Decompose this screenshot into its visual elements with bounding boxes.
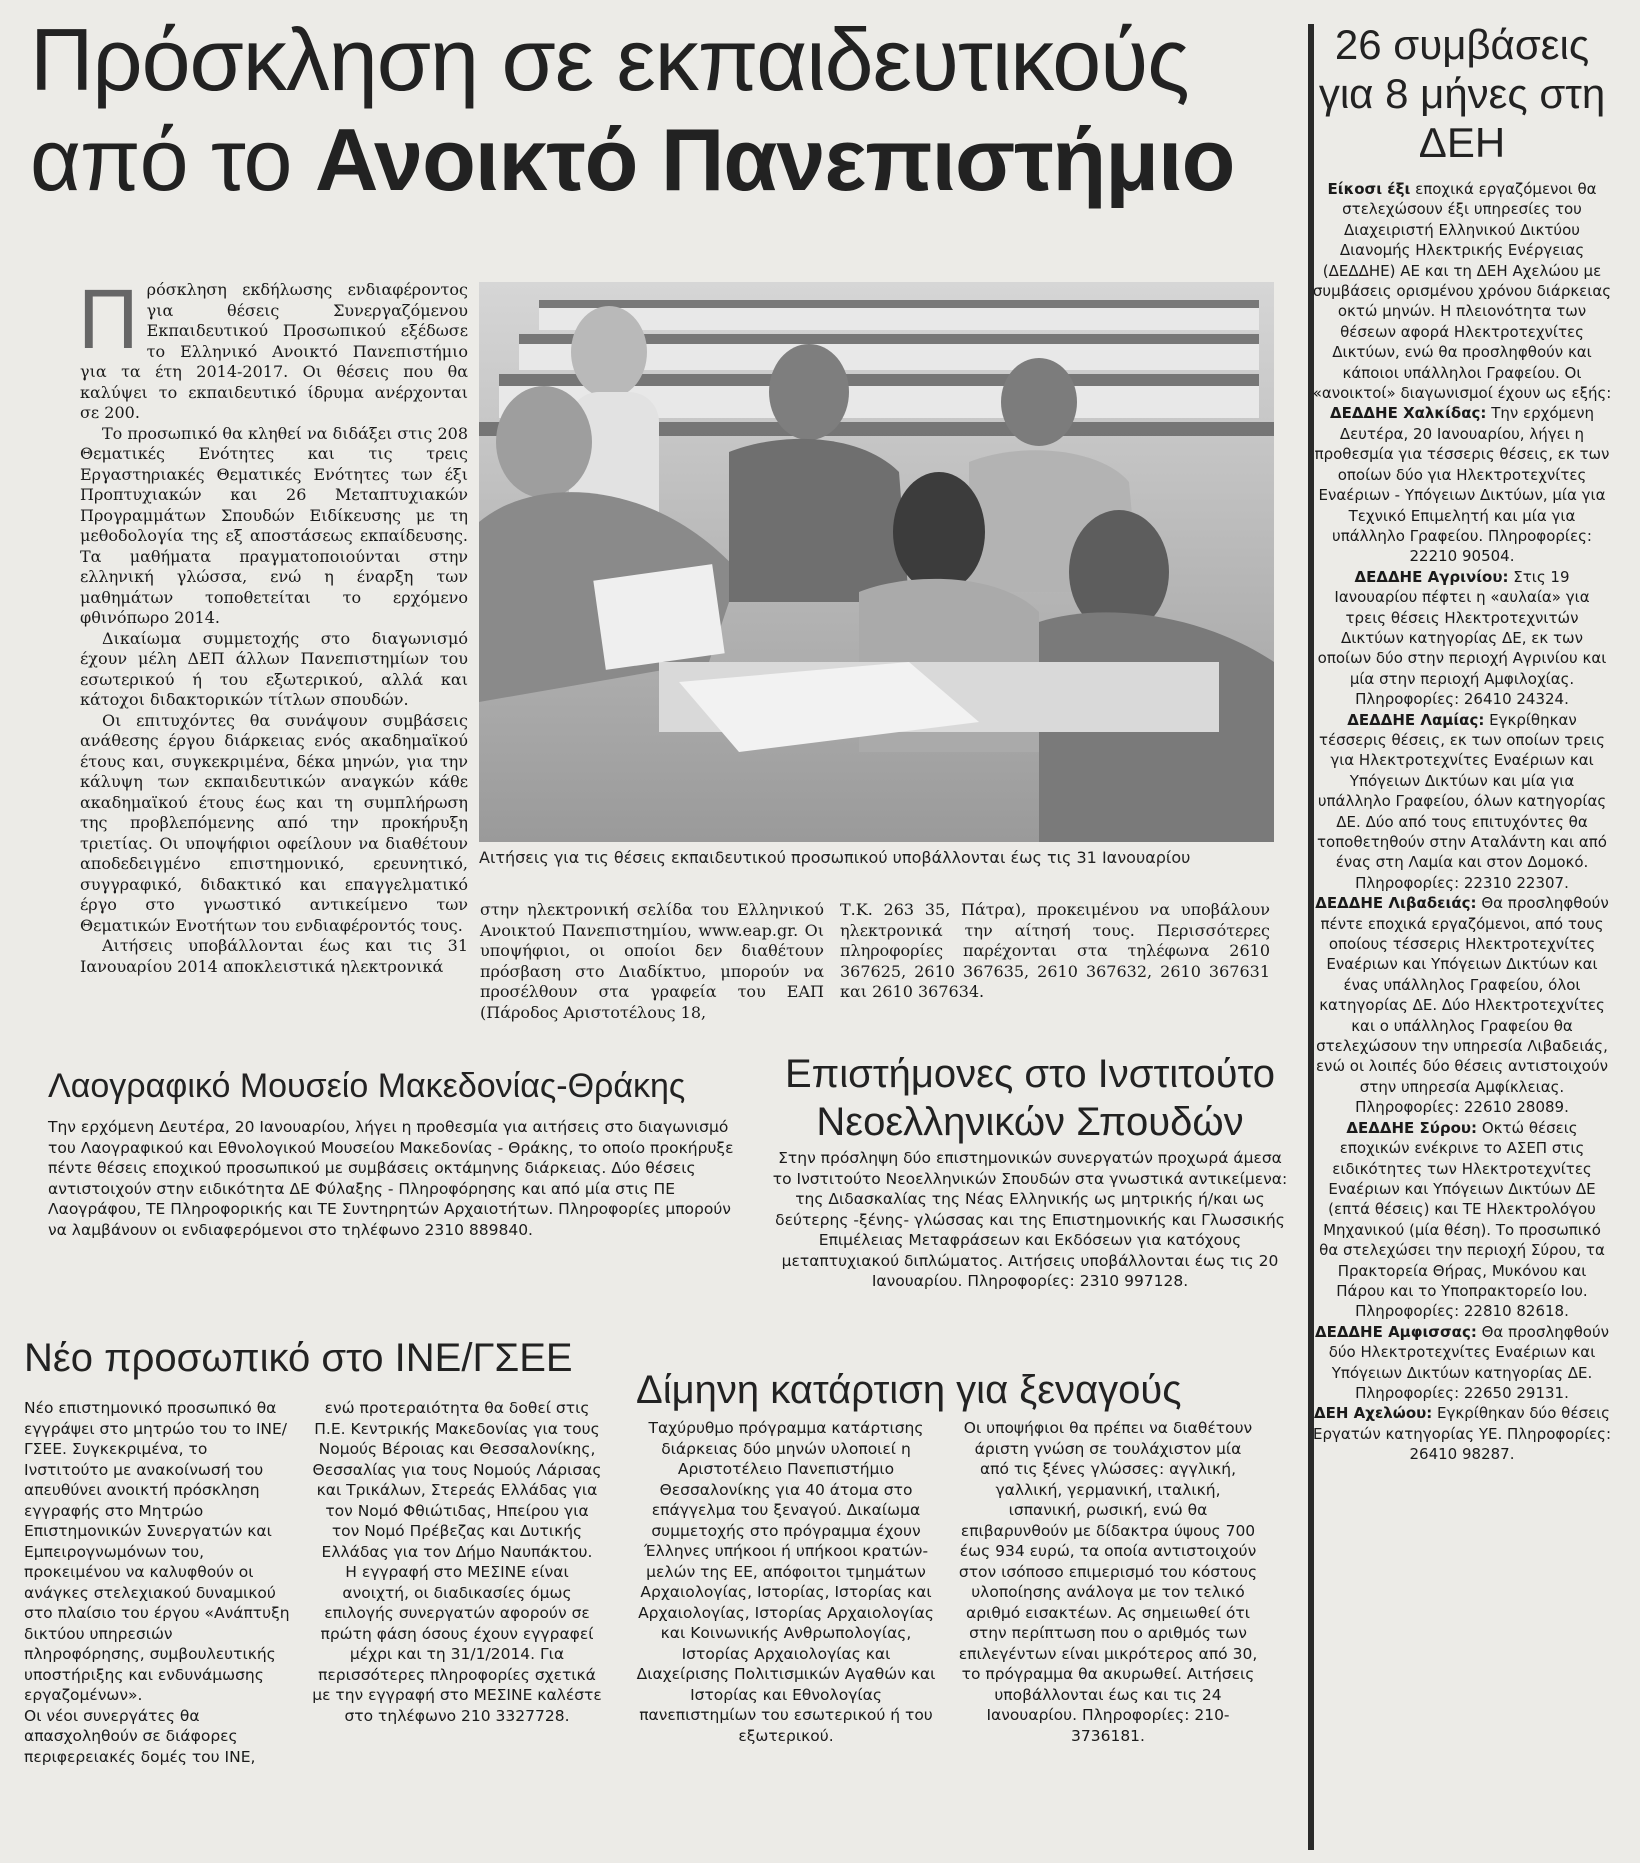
lead-paragraph: Αιτήσεις υποβάλλονται έως και τις 31 Ιανουαρίου 2014 αποκλειστικά ηλεκτρονικά	[80, 936, 468, 976]
guides-column-2: Οι υποψήφιοι θα πρέπει να διαθέτουν άριστη γνώση σε τουλάχιστον μία από τις ξένες γλώσσες: αγγλική, γαλλική, γερμανική, ιταλική, ισπανική, ρωσική, ενώ θα επιβαρυνθούν με δίδακτρα ύψους 700 έως 934 ευρώ, τα οποία αντιστοιχούν στον ισόποσο επιμερισμό του κόστους υλοποίησης ανάλογα με τον τελικό αριθμό εισακτέων. Ας σημειωθεί ότι στην περίπτωση που ο αριθμός των επιλεγέντων είναι μικρότερος από 30, το πρόγραμμα θα ακυρωθεί. Αιτήσεις υποβάλλονται έως και τις 24 Ιανουαρίου. Πληροφορίες: 210-3736181.	[958, 1419, 1258, 1745]
classroom-photo	[479, 282, 1274, 842]
ine-title: Νέο προσωπικό στο ΙΝΕ/ΓΣΕΕ	[24, 1336, 573, 1380]
guides-title: Δίμηνη κατάρτιση για ξεναγούς	[636, 1368, 1182, 1412]
headline-line-2	[30, 110, 1320, 210]
dei-item	[1312, 567, 1612, 710]
dei-item-text: Την ερχόμενη Δευτέρα, 20 Ιανουαρίου, λήγει η προθεσμία για τέσσερις θέσεις, εκ των οποίων δύο για Ηλεκτροτεχνίτες Εναέριων - Υπόγειων Δικτύων, μία για Τεχνικό Επιμελητή και μία για υπάλληλο Γραφείου. Πληροφορίες: 22210 90504.	[1314, 404, 1610, 566]
photo-caption: Αιτήσεις για τις θέσεις εκπαιδευτικού προσωπικού υποβάλλονται έως τις 31 Ιανουαρίου	[479, 848, 1191, 867]
headline-line-2-bold: Ανοικτό Πανεπιστήμιο	[314, 110, 1235, 209]
ine-paragraph: ενώ προτεραιότητα θα δοθεί στις Π.Ε. Κεντρικής Μακεδονίας για τους Νομούς Βέροιας και Θεσσαλονίκης, Θεσσαλίας για τους Νομούς Λάρισας και Τρικάλων, Στερεάς Ελλάδας για τον Νομό Φθιώτιδας, Ηπείρου για τον Νομό Πρέβεζας και Δυτικής Ελλάδας για τον Δήμο Ναυπάκτου.	[312, 1399, 602, 1561]
ine-paragraph: Η εγγραφή στο ΜΕΣΙΝΕ είναι ανοιχτή, οι διαδικασίες όμως επιλογής συνεργατών αφορούν σε πρώτη φάση όσους έχουν εγγραφεί μέχρι και τη 31/1/2014. Για περισσότερες πληροφορίες σχετικά με την εγγραφή στο ΜΕΣΙΝΕ καλέστε στο τηλέφωνο 210 3327728.	[312, 1563, 602, 1725]
dei-item-label: ΔΕΔΔΗΕ Σύρου:	[1346, 1118, 1478, 1137]
dei-item	[1312, 1403, 1612, 1464]
headline-line-1: Πρόσκληση σε εκπαιδευτικούς	[30, 10, 1189, 109]
lead-paragraph: ρόσκληση εκδήλωσης ενδιαφέροντος για θέσεις Συνεργαζόμενου Εκπαιδευτικού Προσωπικού εξέδωσε το Ελληνικό Ανοικτό Πανεπιστήμιο για τα έτη 2014-2017. Οι θέσεις που θα καλύψει το εκπαιδευτικό ίδρυμα ανέρχονται σε 200.	[80, 280, 468, 422]
dei-intro-text: εποχικά εργαζόμενοι θα στελεχώσουν έξι υπηρεσίες του Διαχειριστή Ελληνικού Δικτύου Διανομής Ηλεκτρικής Ενέργειας (ΔΕΔΔΗΕ) ΑΕ και τη ΔΕΗ Αχελώου με συμβάσεις ορισμένου χρόνου διάρκειας οκτώ μηνών. Η πλειονότητα των θέσεων αφορά Ηλεκτροτεχνίτες Δικτύων, ενώ θα προσληφθούν και κάποιοι υπάλληλοι Γραφείου. Οι «ανοικτοί» διαγωνισμοί έχουν ως εξής:	[1312, 180, 1612, 403]
scientists-title: Επιστήμονες στο Ινστιτούτο Νεοελληνικών Σπουδών	[784, 1052, 1276, 1144]
ine-column-1	[24, 1398, 294, 1767]
dei-sidebar-title: 26 συμβάσεις για 8 μήνες στη ΔΕΗ	[1318, 21, 1606, 166]
dei-item	[1312, 893, 1612, 1117]
lead-paragraph: Δικαίωμα συμμετοχής στο διαγωνισμό έχουν μέλη ΔΕΠ άλλων Πανεπιστημίων του εσωτερικού ή του εξωτερικού, αλλά και κάτοχοι διδακτορικών τίτλων σπουδών.	[80, 628, 468, 709]
dei-item-label: ΔΕΔΔΗΕ Αμφισσας:	[1314, 1322, 1477, 1341]
dei-item	[1312, 403, 1612, 566]
ine-paragraph: Νέο επιστημονικό προσωπικό θα εγγράψει στο μητρώο του το ΙΝΕ/ΓΣΕΕ. Συγκεκριμένα, το Ινστιτούτο με ανακοίνωσή του απευθύνει ανοικτή πρόσκληση εγγραφής στο Μητρώο Επιστημονικών Συνεργατών και Εμπειρογνωμόνων του, προκειμένου να καλυφθούν οι ανάγκες στελεχιακού δυναμικού στο πλαίσιο του έργου «Ανάπτυξη δικτύου υπηρεσιών πληροφόρησης, συμβουλευτικής υποστήριξης και ενδυνάμωσης εργαζομένων».	[24, 1399, 290, 1704]
dei-item-label: ΔΕΔΔΗΕ Λιβαδειάς:	[1315, 894, 1477, 913]
scientists-text: Στην πρόσληψη δύο επιστημονικών συνεργατών προχωρά άμεσα το Ινστιτούτο Νεοελληνικών Σπουδών στα γνωστικά αντικείμενα: της Διδασκαλίας της Νέας Ελληνικής ως μητρικής ή/και ως δεύτερης -ξένης- γλώσσας και της Επιστημονικής και Γλωσσικής Επιμέλειας Μεταφράσεων και Εκδόσεων για κατόχους μεταπτυχιακού διπλώματος. Αιτήσεις υποβάλλονται έως τις 20 Ιανουαρίου. Πληροφορίες: 2310 997128.	[772, 1149, 1288, 1290]
lead-paragraph: στην ηλεκτρονική σελίδα του Ελληνικού Ανοικτού Πανεπιστημίου, www.eap.gr. Οι υποψήφιοι, οι οποίοι δεν διαθέτουν πρόσβαση στο Διαδίκτυο, μπορούν να προσέλθουν στα γραφεία του ΕΑΠ (Πάροδος Αριστοτέλους 18,	[480, 900, 824, 1022]
dei-item-text: Εγκρίθηκαν δύο θέσεις Εργατών κατηγορίας ΥΕ. Πληροφορίες: 26410 98287.	[1312, 1404, 1612, 1464]
lead-article-column-2	[480, 900, 824, 1023]
dei-intro	[1312, 179, 1612, 403]
dei-item-text: Οκτώ θέσεις εποχικών ενέκρινε το ΑΣΕΠ στις ειδικότητες των Ηλεκτροτεχνίτες Εναέριων και Υπόγειων Δικτύων ΔΕ (επτά θέσεις) και ΤΕ Ηλεκτρολόγου Μηχανικού (μία θέση). Το προσωπικό θα στελεχώσει την περιοχή Σύρου, τα Πρακτορεία Θήρας, Μυκόνου και Πάρου και το Υποπρακτορείο Ιου. Πληροφορίες: 22810 82618.	[1319, 1118, 1605, 1321]
headline-line-2-prefix: από το	[30, 110, 315, 209]
main-headline	[30, 10, 1320, 210]
ine-column-2	[312, 1398, 602, 1726]
dropcap: Π	[78, 272, 139, 366]
folklore-title: Λαογραφικό Μουσείο Μακεδονίας-Θράκης	[48, 1067, 686, 1105]
lead-article-column-3	[840, 900, 1270, 1003]
dei-item-text: Στις 19 Ιανουαρίου πέφτει η «αυλαία» για τρεις θέσεις Ηλεκτροτεχνιτών Δικτύων κατηγορίας ΔΕ, εκ των οποίων δύο στην περιοχή Αγρινίου και μία στην περιοχή Αμφιλοχίας. Πληροφορίες: 26410 24324.	[1317, 567, 1607, 709]
dei-item-text: Θα προσληφθούν δύο Ηλεκτροτεχνίτες Εναέριων και Υπόγειων Δικτύων κατηγορίας ΔΕ. Πληροφορίες: 22650 29131.	[1328, 1322, 1610, 1402]
dei-item-text: Θα προσληφθούν πέντε εποχικά εργαζόμενοι, από τους οποίους τέσσερις Ηλεκτροτεχνίτες Εναέριων και Υπόγειων Δικτύων και ένας υπάλληλος Γραφείου, όλοι κατηγορίας ΔΕ. Δύο Ηλεκτροτεχνίτες και ο υπάλληλος Γραφείου θα στελεχώσουν την υπηρεσία Λιβαδειάς, ενώ οι λοιπές δύο θέσεις αντιστοιχούν στην υπηρεσία Αμφίκλειας. Πληροφορίες: 22610 28089.	[1315, 894, 1609, 1117]
dei-intro-bold: Είκοσι έξι	[1327, 180, 1411, 198]
dei-item-label: ΔΕΔΔΗΕ Αγρινίου:	[1354, 567, 1509, 586]
dei-item-label: ΔΕΗ Αχελώου:	[1314, 1404, 1433, 1423]
guides-column-1: Ταχύρυθμο πρόγραμμα κατάρτισης διάρκειας δύο μηνών υλοποιεί η Αριστοτέλειο Πανεπιστήμιο Θεσσαλονίκης για 40 άτομα στο επάγγελμα του ξεναγού. Δικαίωμα συμμετοχής στο πρόγραμμα έχουν Έλληνες υπήκοοι ή υπήκοοι κρατών-μελών της ΕΕ, απόφοιτοι τμημάτων Αρχαιολογίας, Ιστορίας, Ιστορίας και Αρχαιολογίας, Ιστορίας Αρχαιολογίας και Κοινωνικής Ανθρωπολογίας, Ιστορίας Αρχαιολογίας και Διαχείρισης Πολιτισμικών Αγαθών και Ιστορίας και Εθνολογίας πανεπιστημίων του εσωτερικού ή του εξωτερικού.	[636, 1419, 936, 1745]
dei-item-text: Εγκρίθηκαν τέσσερις θέσεις, εκ των οποίων τρεις για Ηλεκτροτεχνίτες Εναέριων και Υπόγειων Δικτύων και μία για υπάλληλο Γραφείου, όλων κατηγορίας ΔΕ. Δύο από τους επιτυχόντες θα τοποθετηθούν στην Αταλάντη και από ένας στη Λαμία και στον Δομοκό. Πληροφορίες: 22310 22307.	[1317, 710, 1607, 892]
folklore-text: Την ερχόμενη Δευτέρα, 20 Ιανουαρίου, λήγει η προθεσμία για αιτήσεις στο διαγωνισμό του Λαογραφικού και Εθνολογικού Μουσείου Μακεδονίας - Θράκης, το οποίο προκήρυξε πέντε θέσεις εποχικού προσωπικού με συμβάσεις οκτάμηνης διάρκειας. Δύο θέσεις αντιστοιχούν στην ειδικότητα ΔΕ Φύλαξης - Πληροφόρησης και από μία στις ΠΕ Λαογράφου, ΤΕ Πληροφορικής και ΤΕ Συντηρητών Αρχαιοτήτων. Πληροφορίες μπορούν να λαμβάνουν οι ενδιαφερόμενοι στο τηλέφωνο 2310 889840.	[48, 1118, 734, 1239]
lead-paragraph: Το προσωπικό θα κληθεί να διδάξει στις 208 Θεματικές Ενότητες και τις τρεις Εργαστηριακές Θεματικές Ενότητες των έξι Προπτυχιακών και 26 Μεταπτυχιακών Προγραμμάτων Σπουδών Ειδίκευσης με τη μεθοδολογία της εξ αποστάσεως εκπαίδευσης. Τα μαθήματα πραγματοποιούνται στην ελληνική γλώσσα, ενώ η έναρξη των μαθημάτων τοποθετείται το ερχόμενο φθινόπωρο 2014.	[80, 423, 469, 627]
dei-item-label: ΔΕΔΔΗΕ Λαμίας:	[1347, 710, 1485, 729]
dei-item	[1312, 710, 1612, 894]
lead-article-column-1	[78, 272, 469, 977]
dei-item-label: ΔΕΔΔΗΕ Χαλκίδας:	[1329, 404, 1487, 423]
lead-paragraph: Τ.Κ. 263 35, Πάτρα), προκειμένου να υποβάλουν ηλεκτρονικά την αίτησή τους. Περισσότερες πληροφορίες παρέχονται στα τηλέφωνα 2610 367625, 2610 367635, 2610 367632, 2610 367631 και 2610 367634.	[840, 900, 1270, 1001]
lead-paragraph: Οι επιτυχόντες θα συνάψουν συμβάσεις ανάθεσης έργου διάρκειας ενός ακαδημαϊκού έτους και, συγκεκριμένα, δέκα μηνών, για την κάλυψη των εκπαιδευτικών αναγκών κάθε ακαδημαϊκού έτους έως και τη συμπλήρωση της προβλεπόμενης από την προκήρυξη τριετίας. Οι υποψήφιοι οφείλουν να διαθέτουν αποδεδειγμένο επιστημονικό, ερευνητικό, συγγραφικό, διδακτικό και επαγγελματικό έργο στο γνωστικό αντικείμενο των Θεματικών Ενοτήτων του ενδιαφέροντός τους.	[80, 710, 468, 935]
dei-item	[1312, 1322, 1612, 1404]
dei-sidebar-body	[1312, 179, 1612, 1465]
dei-item	[1312, 1118, 1612, 1322]
classroom-photo-illustration	[479, 282, 1274, 842]
ine-paragraph: Οι νέοι συνεργάτες θα απασχοληθούν σε διάφορες περιφερειακές δομές του ΙΝΕ,	[24, 1706, 256, 1766]
dei-sidebar	[1312, 20, 1612, 1465]
